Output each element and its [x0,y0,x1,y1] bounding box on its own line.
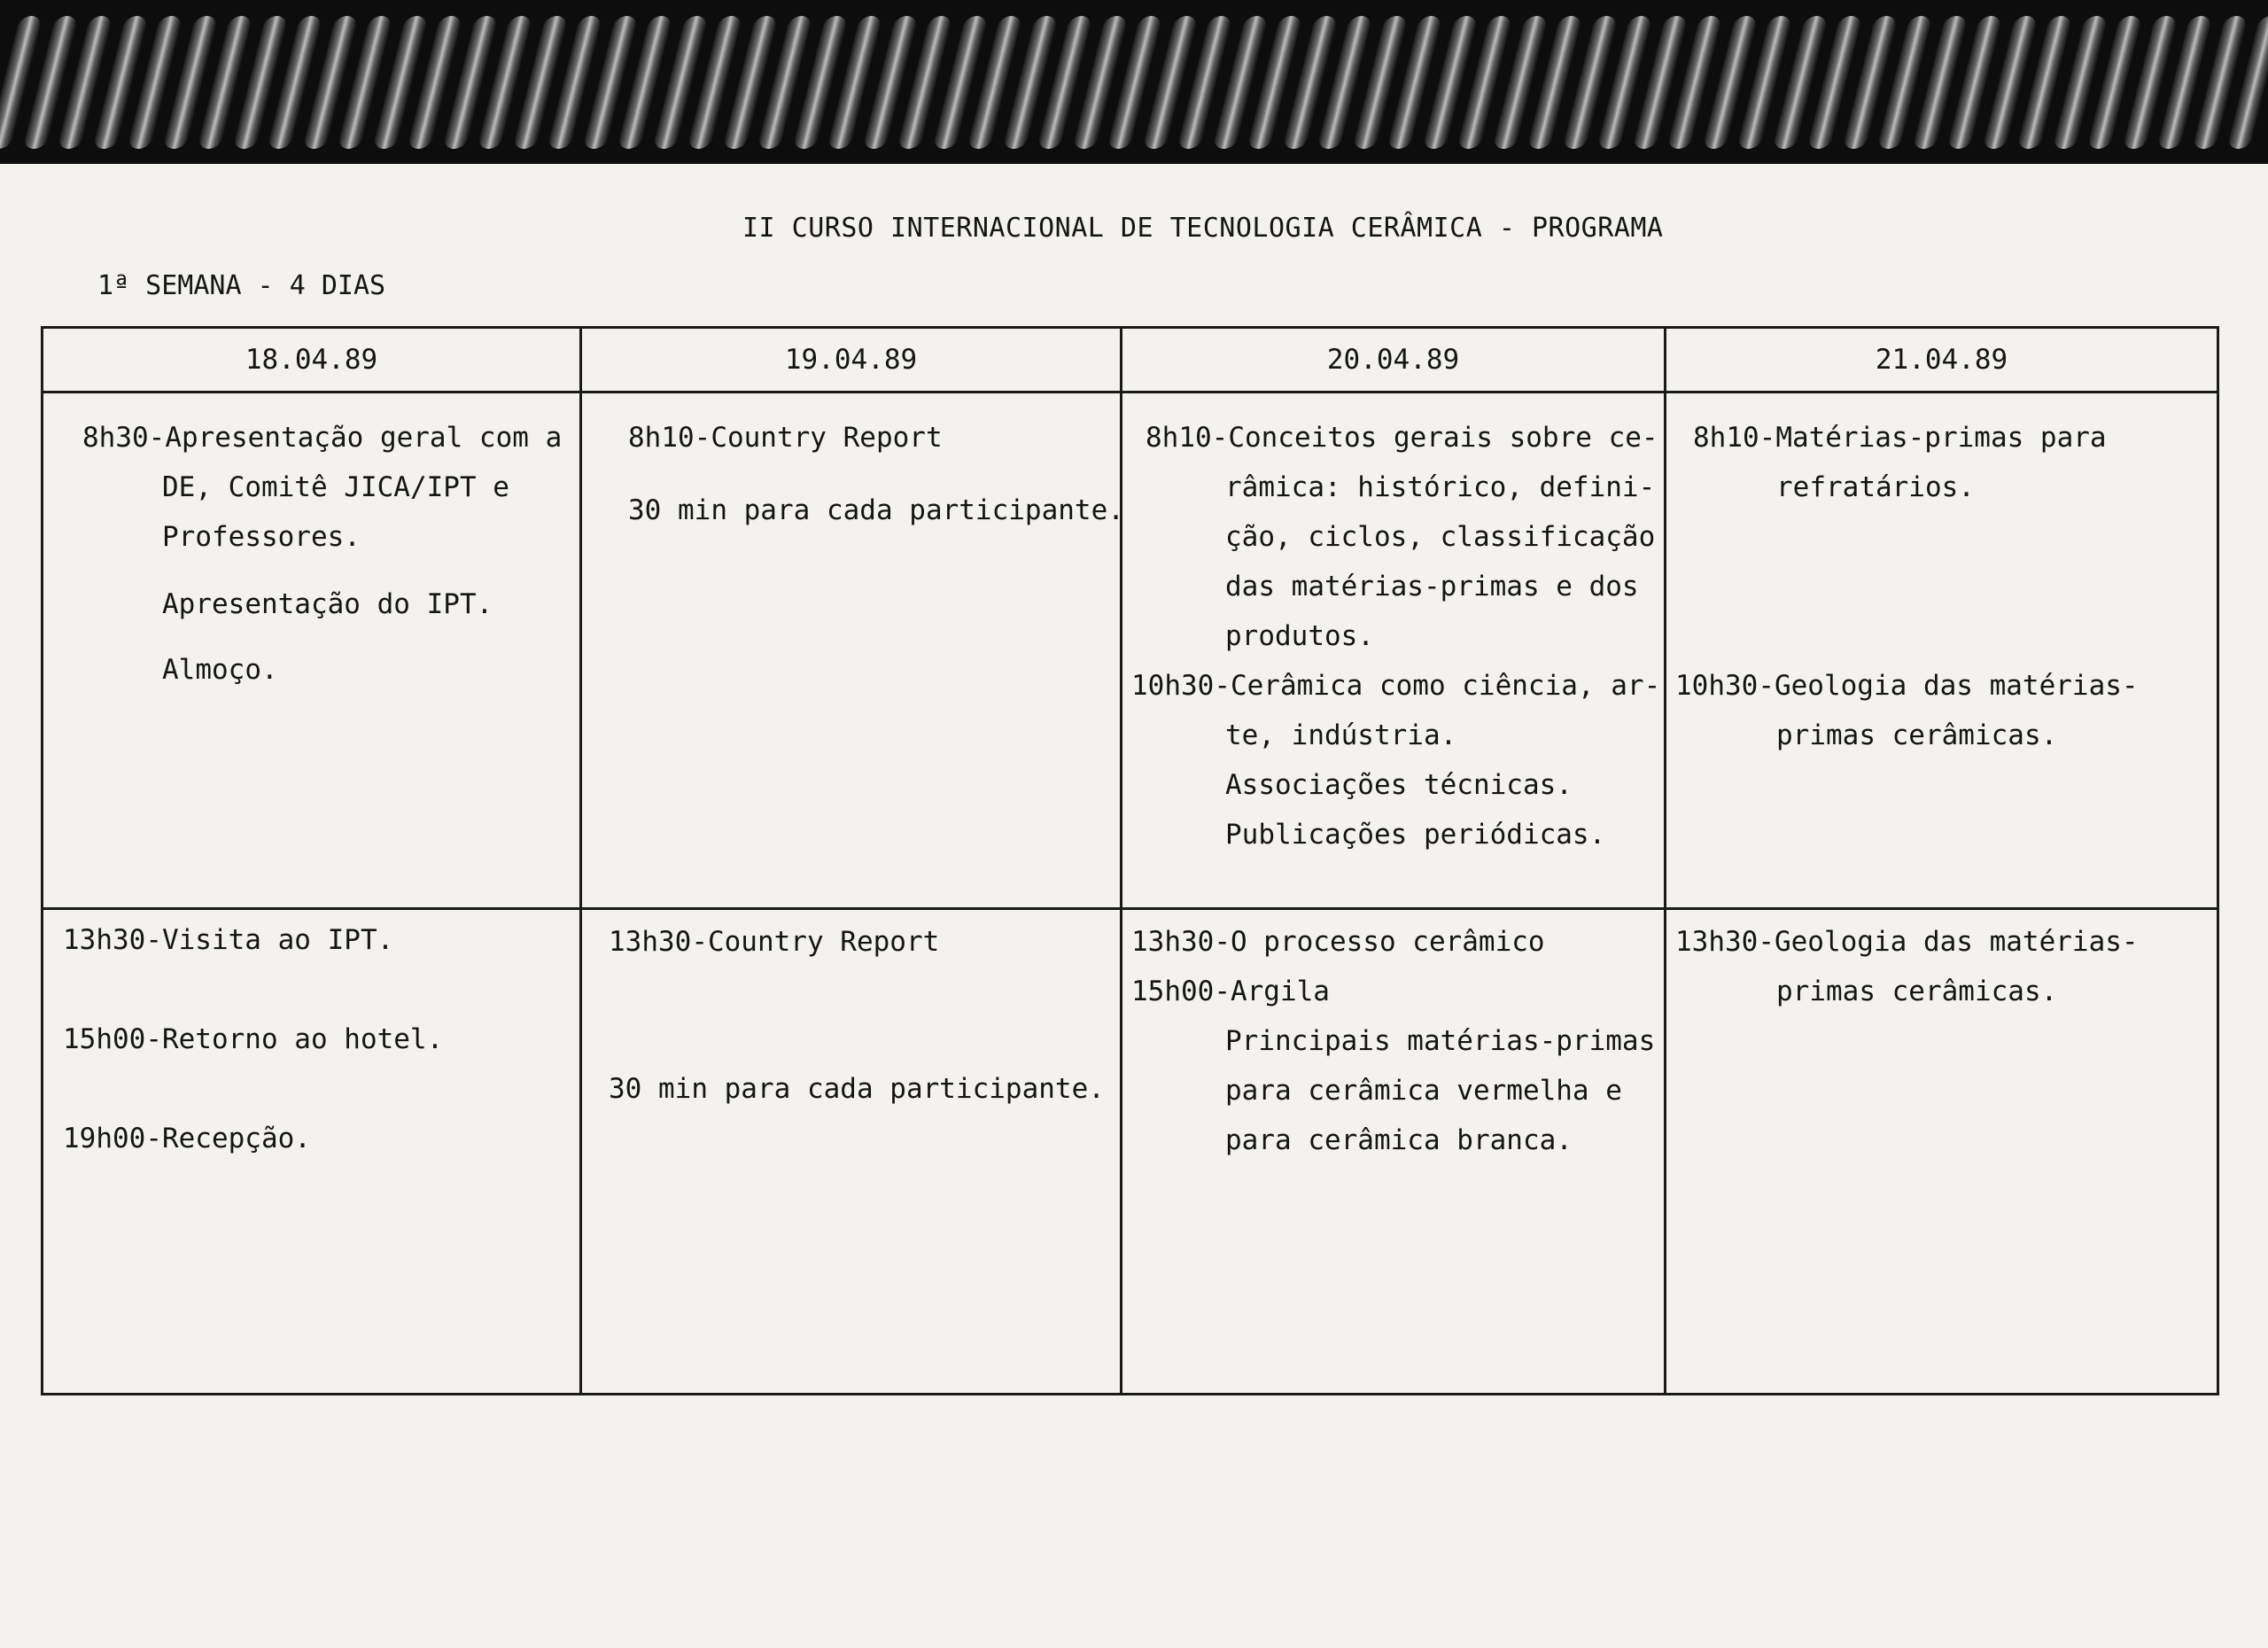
date-header: 21.04.89 [1666,328,2218,393]
entry-line: 10h30-Cerâmica como ciência, ar- [1131,670,1661,702]
entry-line: 15h00-Retorno ao hotel. [63,1023,444,1055]
spiral-binding [0,0,2268,164]
entry-line: ção, ciclos, classificação [1225,521,1656,553]
entry-line: 30 min para cada participante. [609,1073,1105,1105]
afternoon-row [43,909,2218,1395]
entry-line: Associações técnicas. [1225,769,1573,801]
entry-line: Principais matérias-primas [1225,1025,1656,1057]
morning-cell-day3 [1122,393,1666,909]
entry-line: 8h10-Matérias-primas para [1693,422,2107,454]
date-header: 19.04.89 [581,328,1122,393]
entry-line: 8h10-Conceitos gerais sobre ce- [1146,422,1658,454]
entry-line: 13h30-O processo cerâmico [1131,926,1545,958]
entry-line: 8h10-Country Report [628,422,943,454]
morning-cell-day2 [581,393,1122,909]
entry-line: primas cerâmicas. [1776,719,2058,751]
entry-line: produtos. [1225,620,1374,652]
entry-line: 19h00-Recepção. [63,1123,311,1154]
entry-line: para cerâmica branca. [1225,1124,1573,1156]
morning-row [43,393,2218,909]
entry-line: primas cerâmicas. [1776,976,2058,1007]
afternoon-cell-day4 [1666,909,2218,1395]
entry-line: 13h30-Geologia das matérias- [1675,926,2139,958]
entry-line: Professores. [162,521,361,553]
entry-line: para cerâmica vermelha e [1225,1075,1622,1107]
entry-line: refratários. [1776,471,1975,503]
document-title: II CURSO INTERNACIONAL DE TECNOLOGIA CERÂMICA - PROGRAMA [742,213,1664,244]
entry-line: 30 min para cada participante. [628,494,1124,526]
entry-line: 10h30-Geologia das matérias- [1675,670,2139,702]
entry-line: 8h30-Apresentação geral com a [82,422,563,454]
entry-line: Publicações periódicas. [1225,819,1606,851]
header-row [43,328,2218,393]
entry-line: 13h30-Country Report [609,926,940,958]
morning-cell-day1 [43,393,581,909]
afternoon-cell-day1 [43,909,581,1395]
morning-cell-day4 [1666,393,2218,909]
entry-line: das matérias-primas e dos [1225,571,1639,602]
week-label: 1ª SEMANA - 4 DIAS [97,270,386,301]
afternoon-cell-day2 [581,909,1122,1395]
entry-line: 13h30-Visita ao IPT. [63,924,394,956]
entry-line: te, indústria. [1225,719,1457,751]
schedule-table [41,326,2219,1395]
afternoon-cell-day3 [1122,909,1666,1395]
date-header: 18.04.89 [43,328,581,393]
entry-line: Almoço. [162,654,278,686]
date-header: 20.04.89 [1122,328,1666,393]
entry-line: Apresentação do IPT. [162,588,493,620]
entry-line: râmica: histórico, defini- [1225,471,1656,503]
spiral-coils [0,0,2268,164]
entry-line: 15h00-Argila [1131,976,1330,1007]
entry-line: DE, Comitê JICA/IPT e [162,471,509,503]
